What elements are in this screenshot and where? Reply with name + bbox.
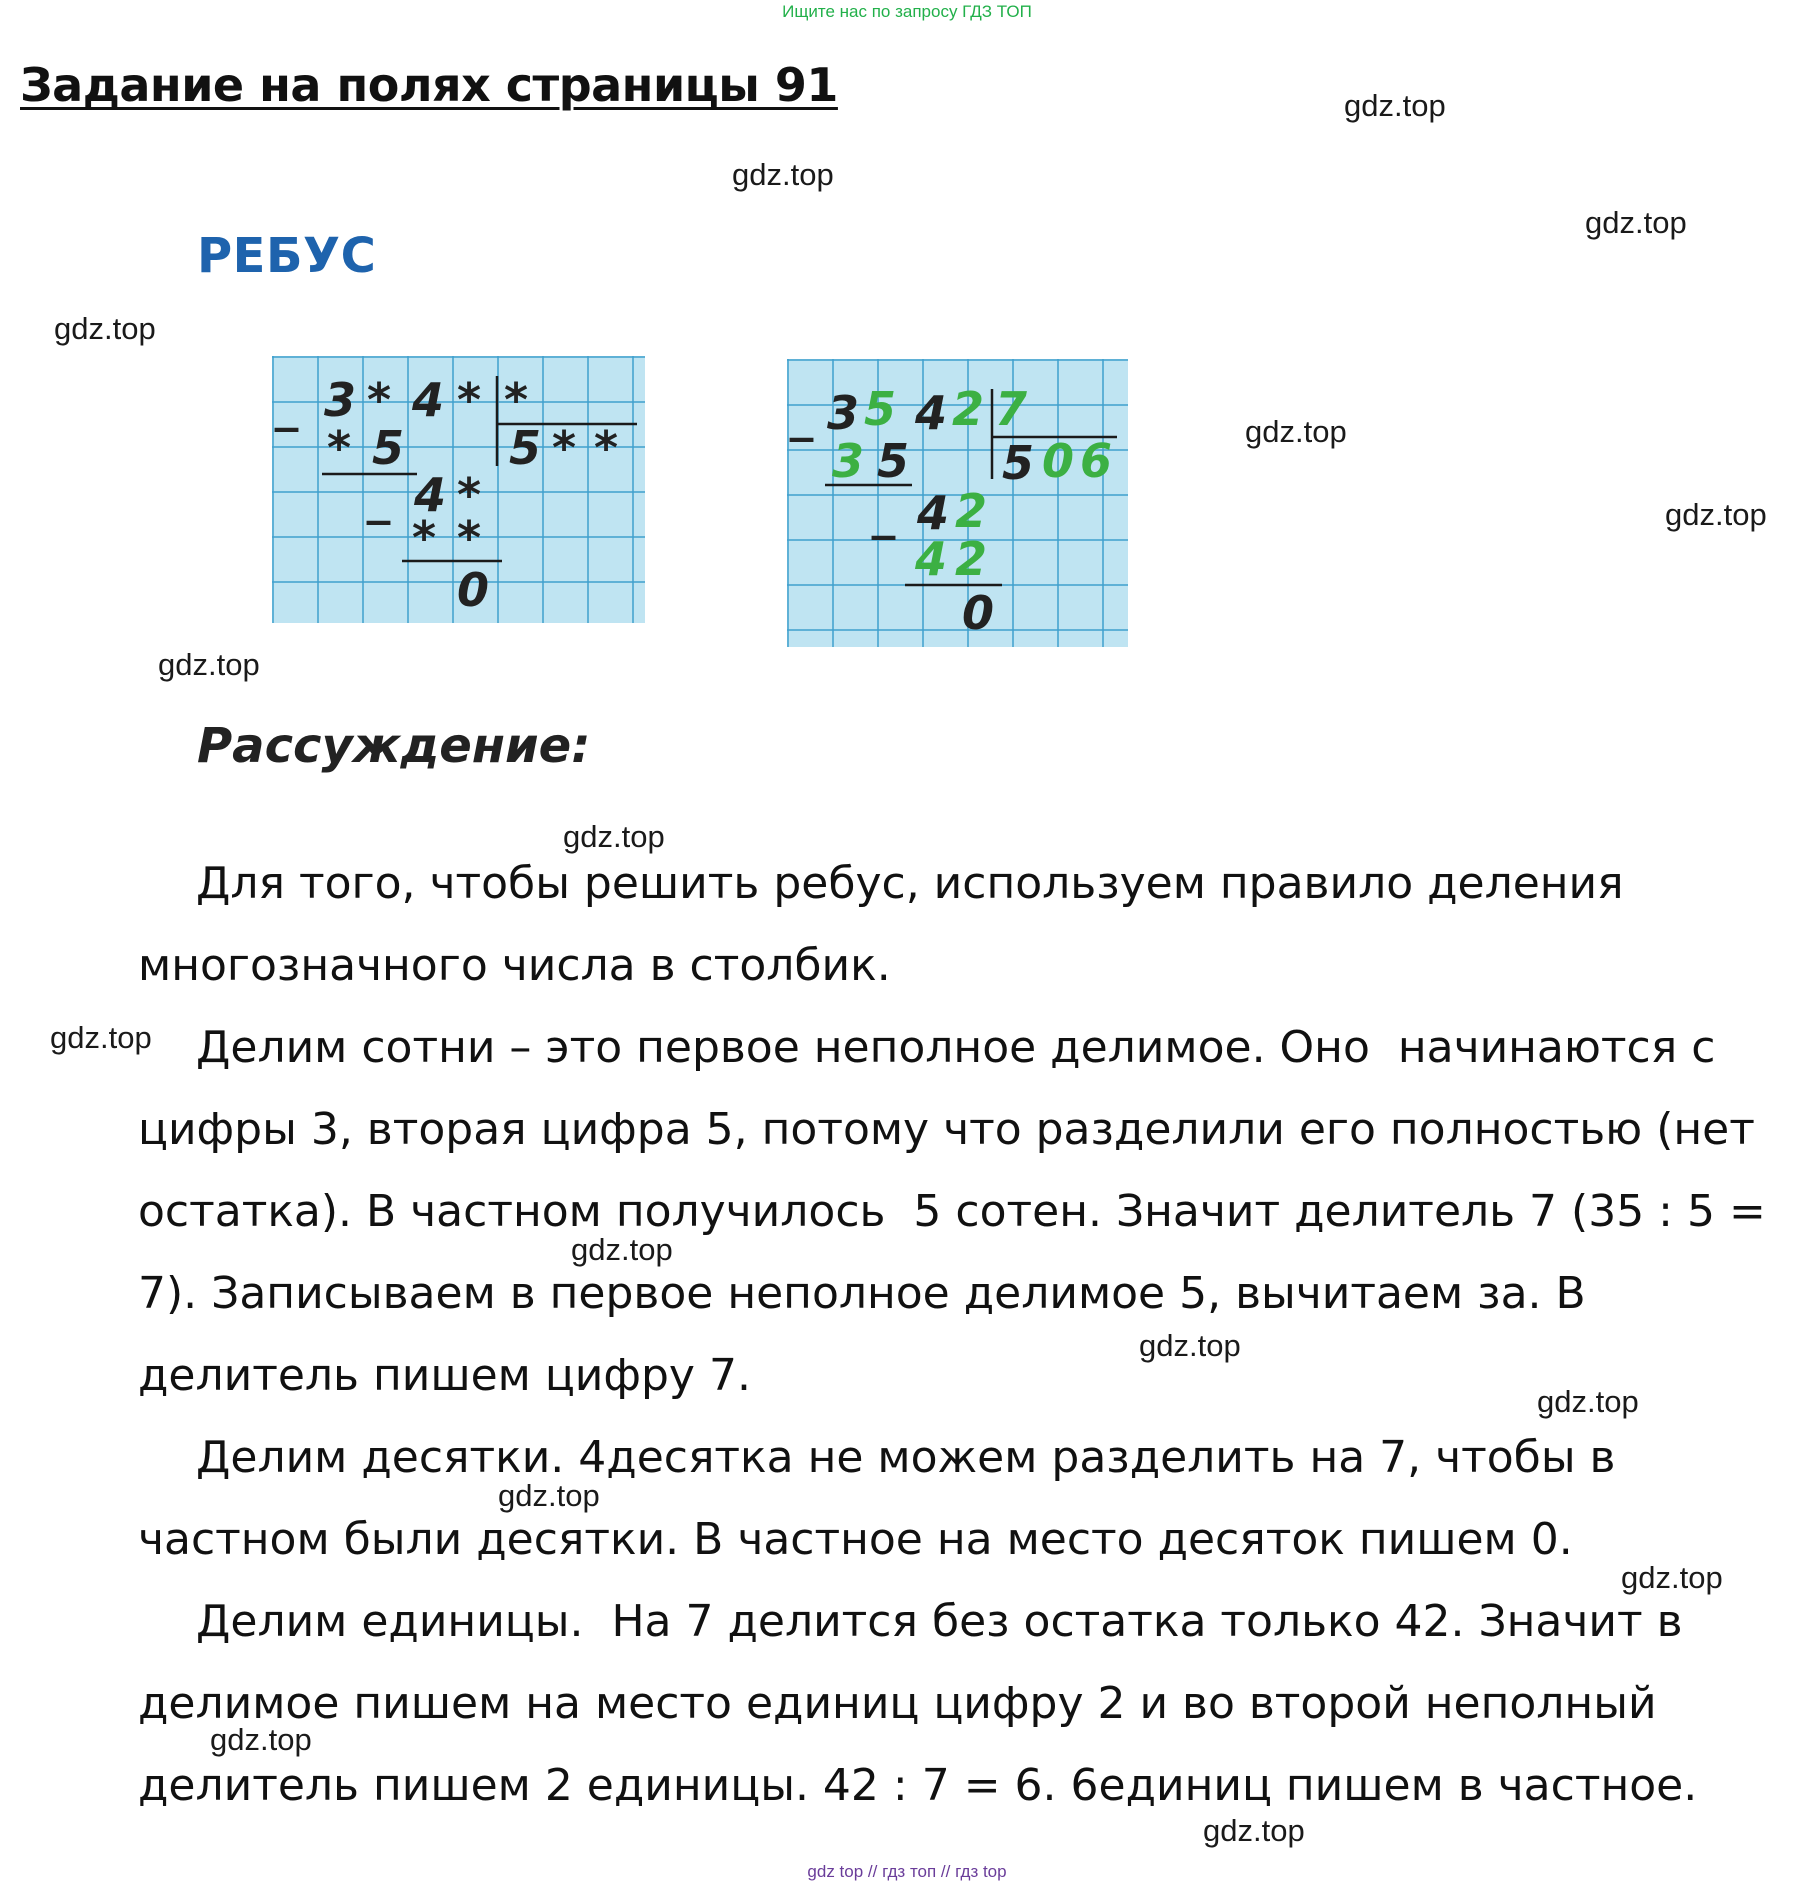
- paragraph: Делим десятки. 4десятка не можем разделить на 7, чтобы в частном были десятки. В частное на место десяток пишем 0.: [138, 1432, 1630, 1565]
- watermark: gdz.top: [498, 1478, 600, 1513]
- dividend-digit: *: [367, 373, 392, 427]
- watermark: gdz.top: [571, 1232, 673, 1267]
- partial-digit: *: [457, 468, 482, 522]
- rebus-label: РЕБУС: [197, 228, 377, 284]
- paragraph: Делим единицы. На 7 делится без остатка только 42. Значит в делимое пишем на место единиц цифру 2 и во второй неполный делитель пишем 2 единицы. 42 : 7 = 6. 6единиц пишем в частное.: [138, 1596, 1698, 1811]
- subtrahend-digit: 5: [372, 421, 405, 475]
- watermark: gdz.top: [1139, 1328, 1241, 1363]
- watermark: gdz.top: [1665, 497, 1767, 532]
- dividend-digit: 3: [324, 373, 357, 427]
- watermark: gdz.top: [210, 1722, 312, 1757]
- subtrahend-digit: 4: [915, 532, 948, 586]
- watermark: gdz.top: [1344, 88, 1446, 123]
- page-title: Задание на полях страницы 91: [20, 58, 838, 112]
- subtrahend-digit: *: [457, 511, 482, 565]
- watermark: gdz.top: [54, 311, 156, 346]
- watermark: gdz.top: [158, 647, 260, 682]
- dividend-digit: 2: [952, 382, 985, 436]
- subtrahend-digit: 3: [832, 434, 865, 488]
- rebus-puzzle-left: [272, 356, 645, 623]
- long-division-lines: [787, 359, 1128, 647]
- quotient-digit: 6: [1080, 434, 1113, 488]
- long-division-lines: [272, 356, 645, 623]
- dividend-digit: 4: [915, 386, 948, 440]
- subtrahend-digit: *: [327, 421, 352, 475]
- watermark: gdz.top: [1585, 205, 1687, 240]
- dividend-digit: 4: [412, 373, 445, 427]
- partial-digit: 4: [917, 486, 950, 540]
- quotient-digit: 0: [1042, 434, 1075, 488]
- reasoning-heading: Рассуждение:: [197, 718, 591, 774]
- reasoning-text: [138, 843, 1788, 1827]
- dividend-digit: 5: [864, 382, 897, 436]
- quotient-digit: 5: [1002, 436, 1035, 490]
- paragraph: Для того, чтобы решить ребус, используем правило деления многозначного числа в столбик.: [138, 858, 1638, 991]
- quotient-digit: *: [594, 421, 619, 475]
- minus-sign: _: [872, 486, 895, 540]
- minus-sign: _: [790, 388, 813, 442]
- subtrahend-digit: 5: [877, 434, 910, 488]
- remainder-digit: 0: [962, 586, 995, 640]
- watermark: gdz.top: [1203, 1813, 1305, 1848]
- footer-note: gdz top // гдз топ // гдз top: [807, 1862, 1007, 1881]
- dividend-digit: 7: [995, 382, 1028, 436]
- quotient-digit: *: [552, 421, 577, 475]
- watermark: gdz.top: [1621, 1560, 1723, 1595]
- partial-digit: 4: [414, 468, 447, 522]
- watermark: gdz.top: [50, 1020, 152, 1055]
- minus-sign: _: [367, 471, 390, 525]
- rebus-puzzle-right: [787, 359, 1128, 647]
- partial-digit: 2: [955, 484, 988, 538]
- dividend-digit: 3: [827, 386, 860, 440]
- paragraph: Делим сотни – это первое неполное делимое. Оно начинаются с цифры 3, вторая цифра 5, потому что разделили его полностью (нет остатка). В частном получилось 5 сотен. Значит делитель 7 (35 : 5 = 7). Записываем в первое неполное делимое 5, вычитаем за. В делитель пишем цифру 7.: [138, 1022, 1780, 1401]
- watermark: gdz.top: [1245, 414, 1347, 449]
- watermark: gdz.top: [563, 819, 665, 854]
- watermark: gdz.top: [732, 157, 834, 192]
- subtrahend-digit: *: [412, 511, 437, 565]
- header-note: Ищите нас по запросу ГДЗ ТОП: [782, 2, 1032, 21]
- minus-sign: _: [275, 378, 298, 432]
- watermark: gdz.top: [1537, 1384, 1639, 1419]
- dividend-digit: *: [504, 373, 529, 427]
- subtrahend-digit: 2: [955, 532, 988, 586]
- remainder-digit: 0: [457, 563, 490, 617]
- dividend-digit: *: [457, 373, 482, 427]
- quotient-digit: 5: [509, 421, 542, 475]
